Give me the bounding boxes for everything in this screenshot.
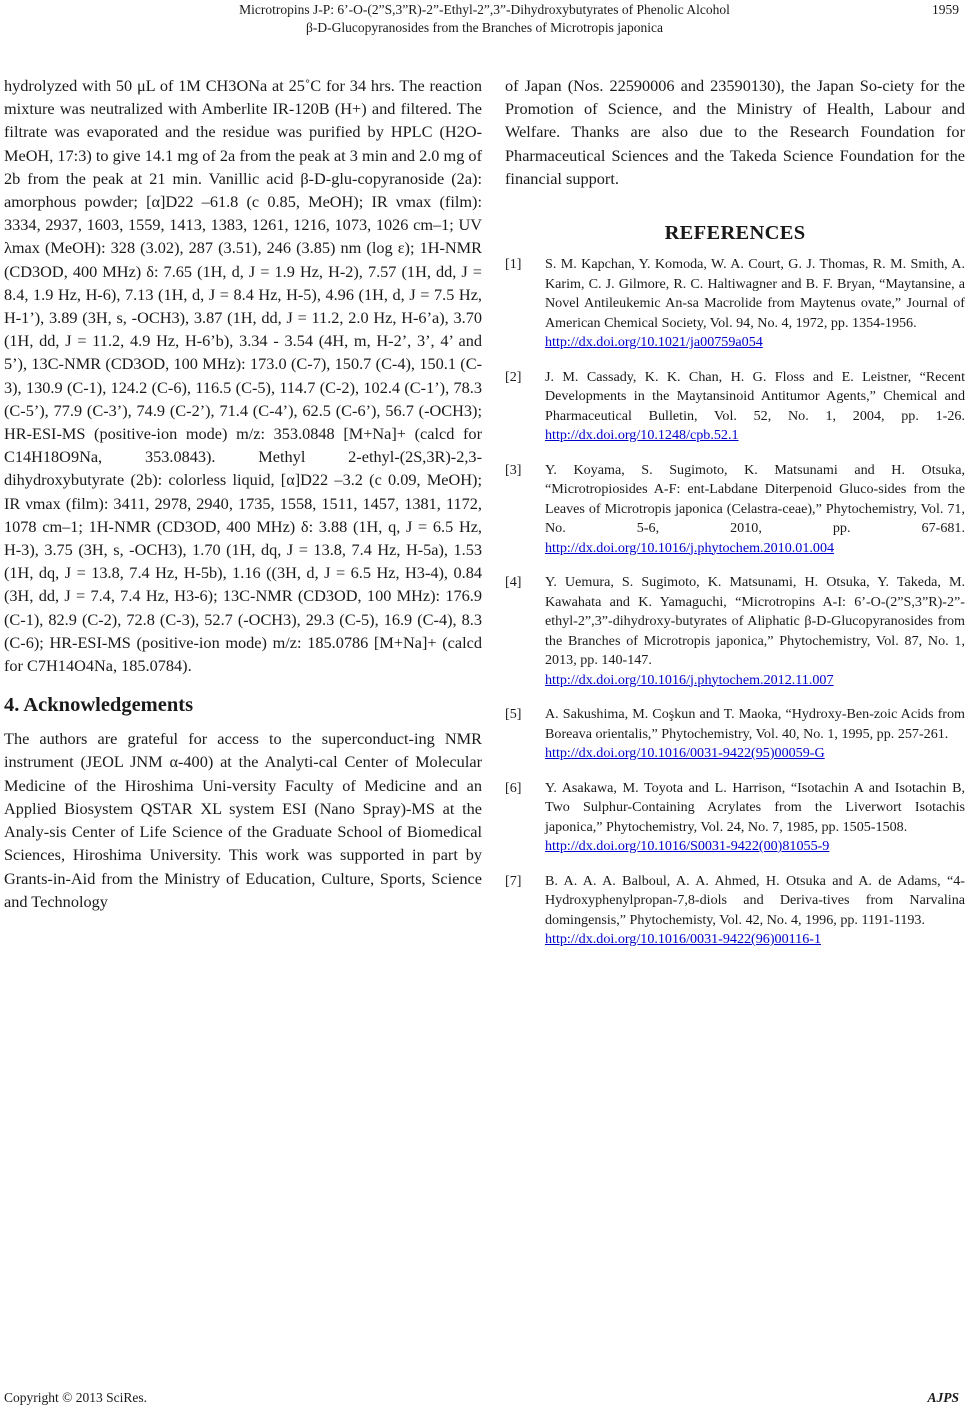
reference-item — [505, 779, 965, 857]
copyright-notice: Copyright © 2013 SciRes. — [4, 1390, 148, 1405]
reference-item — [505, 872, 965, 950]
reference-text: J. M. Cassady, K. K. Chan, H. G. Floss and E. Leistner, “Recent Developments in the Maytansinoid Antitumor Agents,” Chemical and Pharmaceutical Bulletin, Vol. 52, No. 1, 2004, pp. 1-26. — [545, 368, 965, 424]
running-title-line2: β-D-Glucopyranosides from the Branches of Microtropis japonica — [305, 20, 664, 35]
reference-item — [505, 573, 965, 690]
reference-doi-link[interactable]: http://dx.doi.org/10.1016/0031-9422(96)00116-1 — [545, 931, 821, 948]
reference-text: B. A. A. A. Balboul, A. A. Ahmed, H. Otsuka and A. de Adams, “4-Hydroxyphenylpropan-7,8-diols and Deriva-tives from Narvalina domingensis,” Phytochemisty, Vol. 42, No. 4, 1996, pp. 1191-1193. — [545, 872, 965, 928]
reference-text: Y. Asakawa, M. Toyota and L. Harrison, “Isotachin A and Isotachin B, Two Sulphur-Containing Acrylates from the Liverwort Isotachis japonica,” Phytochemistry, Vol. 24, No. 7, 1985, pp. 1505-1508. — [545, 779, 965, 835]
reference-number: [7] — [505, 872, 522, 889]
acknowledgements-continued: of Japan (Nos. 22590006 and 23590130), the Japan So-ciety for the Promotion of Science, and the Ministry of Health, Labour and Welfare. Thanks are also due to the Research Foundation for Pharmaceutical Sciences and the Takeda Science Foundation for the financial support. — [505, 76, 965, 188]
reference-number: [1] — [505, 256, 522, 273]
running-header — [0, 0, 969, 42]
reference-list — [505, 255, 965, 950]
reference-doi-link[interactable]: http://dx.doi.org/10.1248/cpb.52.1 — [545, 427, 739, 444]
reference-doi-link[interactable]: http://dx.doi.org/10.1016/j.phytochem.2012.11.007 — [545, 671, 834, 688]
reference-doi-link[interactable]: http://dx.doi.org/10.1016/j.phytochem.2010.01.004 — [545, 539, 835, 556]
right-column — [505, 74, 965, 965]
references-heading: REFERENCES — [664, 222, 806, 245]
reference-number: [6] — [505, 779, 522, 796]
reference-doi-link[interactable]: http://dx.doi.org/10.1016/0031-9422(95)00059-G — [545, 745, 825, 762]
reference-item — [505, 368, 965, 446]
acknowledgements-paragraph: The authors are grateful for access to the superconduct-ing NMR instrument (JEOL JNM α-400) at the Analyti-cal Center of Molecular Medicine of the Hiroshima Uni-versity Faculty of Medicine and an Applied Biosystem QSTAR XL system ESI (Nano Spray)-MS at the Analy-sis Center of Life Science of the Graduate School of Biomedical Sciences, Hiroshima University. This work was supported in part by Grants-in-Aid from the Ministry of Education, Culture, Sports, Science and Technology — [4, 729, 482, 911]
running-title-line1: Microtropins J-P: 6’-O-(2”S,3”R)-2”-Ethyl-2”,3”-Dihydroxybutyrates of Phenolic Alcohol — [239, 2, 730, 17]
reference-item — [505, 461, 965, 559]
reference-text: A. Sakushima, M. Coşkun and T. Maoka, “Hydroxy-Ben-zoic Acids from Boreava orientalis,” Phytochemistry, Vol. 40, No. 1, 1995, pp. 257-261. — [545, 706, 965, 742]
reference-text: Y. Koyama, S. Sugimoto, K. Matsunami and H. Otsuka, “Microtropiosides A-F: ent-Labdane Diterpenoid Gluco-sides from the Leaves of Microtropis japonica (Celastra-ceae),” Phytochemistry, Vol. 71, No. 5-6, 2010, pp. 67-681. — [545, 461, 965, 537]
reference-text: S. M. Kapchan, Y. Komoda, W. A. Court, G. J. Thomas, R. M. Smith, A. Karim, C. J. Gilmore, R. C. Haltiwagner and B. F. Bryan, “Maytansine, a Novel Antileukemic An-sa Macrolide from Maytenus ovate,” Journal of American Chemical Society, Vol. 94, No. 4, 1972, pp. 1354-1956. — [545, 256, 965, 331]
reference-item — [505, 705, 965, 764]
reference-number: [5] — [505, 706, 522, 723]
reference-text: Y. Uemura, S. Sugimoto, K. Matsunami, H. Otsuka, Y. Takeda, M. Kawahata and K. Yamaguchi, “Microtropins A-I: 6’-O-(2”S,3”R)-2”-ethyl-2”,3”-dihydroxy-butyrates of Aliphatic β-D-Glucopyranosides from the Branches of Microtropis japonica,” Phytochemistry, Vol. 87, No. 1, 2013, pp. 140-147. — [545, 574, 965, 669]
reference-number: [2] — [505, 368, 522, 385]
experimental-paragraph: hydrolyzed with 50 μL of 1M CH3ONa at 25˚C for 34 hrs. The reaction mixture was neutralized with Amberlite IR-120B (H+) and filtered. The filtrate was evaporated and the residue was purified by HPLC (H2O-MeOH, 17:3) to give 14.1 mg of 2a from the peak at 3 min and 2.0 mg of 2b from the peak at 21 min. Vanillic acid β-D-glu-copyranoside (2a): amorphous powder; [α]D22 –61.8 (c 0.85, MeOH); IR νmax (film): 3334, 2937, 1603, 1559, 1413, 1383, 1261, 1216, 1073, 1026 cm–1; UV λmax (MeOH): 328 (3.02), 287 (3.51), 246 (3.85) nm (log ε); 1H-NMR (CD3OD, 400 MHz) δ: 7.65 (1H, d, J = 1.9 Hz, H-2), 7.57 (1H, dd, J = 8.4, 1.9 Hz, H-6), 7.13 (1H, d, J = 8.4 Hz, H-5), 4.96 (1H, d, J = 7.5 Hz, H-1’), 3.89 (3H, s, -OCH3), 3.87 (1H, dd, J = 11.2, 2.0 Hz, H-6’a), 3.70 (1H, dd, J = 11.2, 4.9 Hz, H-6’b), 3.34 - 3.54 (4H, m, H-2’, 3’, 4’ and 5’), 13C-NMR (CD3OD, 100 MHz): 173.0 (C-7), 150.7 (C-4), 150.1 (C-3), 130.9 (C-1), 124.2 (C-6), 116.5 (C-5), 114.7 (C-2), 102.4 (C-1’), 78.3 (C-5’), 77.9 (C-3’), 74.9 (C-2’), 71.4 (C-4’), 62.5 (C-6’), 56.7 (-OCH3); HR-ESI-MS (positive-ion mode) m/z: 353.0848 [M+Na]+ (calcd for C14H18O9Na, 353.0843). Methyl 2-ethyl-(2S,3R)-2,3-dihydroxybutyrate (2b): colorless liquid, [α]D22 –3.2 (c 0.09, MeOH); IR νmax (film): 3411, 2978, 2940, 1735, 1558, 1511, 1457, 1381, 1172, 1078 cm–1; 1H-NMR (CD3OD, 400 MHz) δ: 3.88 (1H, q, J = 6.5 Hz, H-3), 3.75 (3H, s, -OCH3), 1.70 (1H, dq, J = 13.8, 7.4 Hz, H-5a), 1.53 (1H, dq, J = 13.8, 7.4 Hz, H-5b), 1.16 ((3H, d, J = 6.5 Hz, H3-4), 0.84 (3H, dd, J = 7.4, 7.4 Hz, H3-6); 13C-NMR (CD3OD, 100 MHz): 176.9 (C-1), 82.9 (C-2), 72.8 (C-3), 52.7 (-OCH3), 29.3 (C-5), 16.9 (C-4), 8.3 (C-6); HR-ESI-MS (positive-ion mode) m/z: 185.0786 [M+Na]+ (calcd for C7H14O4Na, 185.0784). — [4, 76, 482, 676]
reference-number: [4] — [505, 574, 522, 591]
reference-doi-link[interactable]: http://dx.doi.org/10.1016/S0031-9422(00)81055-9 — [545, 838, 830, 855]
reference-item — [505, 255, 965, 353]
left-column — [4, 74, 482, 913]
acknowledgements-heading: 4. Acknowledgements — [4, 694, 194, 717]
page-number: 1959 — [932, 2, 959, 17]
journal-abbreviation: AJPS — [927, 1390, 959, 1405]
reference-number: [3] — [505, 461, 522, 478]
reference-doi-link[interactable]: http://dx.doi.org/10.1021/ja00759a054 — [545, 334, 763, 351]
